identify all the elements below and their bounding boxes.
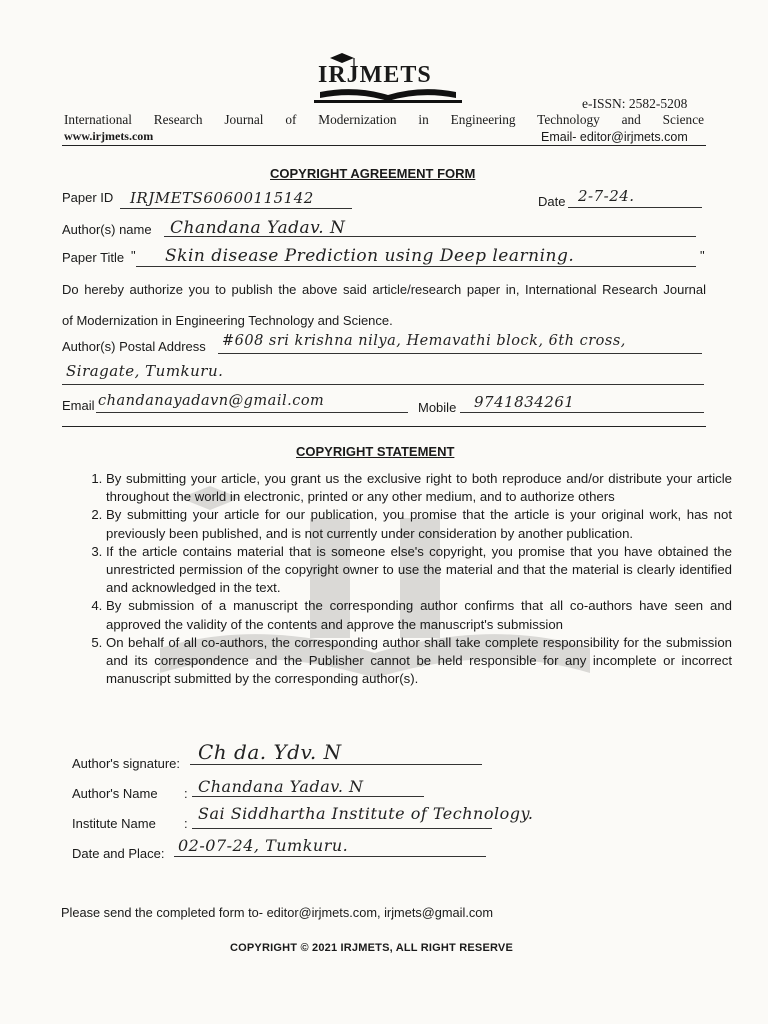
authorize-text-2: of Modernization in Engineering Technology and Science. bbox=[62, 313, 393, 328]
eissn: e-ISSN: 2582-5208 bbox=[582, 96, 688, 111]
statement-list bbox=[82, 470, 732, 688]
postal-address-line-2[interactable]: Siragate, Tumkuru. bbox=[66, 362, 224, 380]
paper-title-value[interactable]: Skin disease Prediction using Deep learning. bbox=[165, 246, 575, 266]
email-value[interactable]: chandanayadavn@gmail.com bbox=[98, 393, 325, 409]
header-divider bbox=[62, 145, 706, 146]
paper-title-underline bbox=[136, 266, 696, 267]
author-name-label: Author(s) name bbox=[62, 222, 152, 237]
institute-underline bbox=[192, 828, 492, 829]
date-underline bbox=[568, 207, 702, 208]
postal-underline-2 bbox=[62, 384, 704, 385]
statement-item-5: 5. On behalf of all co-authors, the corresponding author shall take complete responsibility for the submission and its correspondence and the Publisher cannot be held responsible for any incomplete or incorrect manuscript submitted by the corresponding author(s). bbox=[106, 634, 732, 689]
institute-colon: : bbox=[184, 816, 188, 831]
signature-label: Author's signature: bbox=[72, 756, 180, 771]
website[interactable]: www.irjmets.com bbox=[64, 129, 154, 143]
date-label: Date bbox=[538, 194, 566, 209]
author-name-2-value[interactable]: Chandana Yadav. N bbox=[198, 777, 364, 796]
mobile-underline bbox=[460, 412, 704, 413]
journal-name: International Research Journal of Modernization in Engineering Technology and Science bbox=[64, 112, 704, 127]
date-place-underline bbox=[174, 856, 486, 857]
mobile-label: Mobile bbox=[418, 400, 457, 415]
statement-title: COPYRIGHT STATEMENT bbox=[296, 444, 455, 459]
paper-id-value[interactable]: IRJMETS60600115142 bbox=[130, 189, 314, 207]
statement-item-4: 4. By submission of a manuscript the corresponding author confirms that all co-authors have seen and approved the validity of the contents and approve the manuscript's submission bbox=[106, 597, 732, 633]
statement-item-3: 3. If the article contains material that is someone else's copyright, you promise that you have obtained the unrestricted permission of the copyright owner to use the material and that the material is clearly identified and acknowledged in the text. bbox=[106, 543, 732, 598]
author-name-2-underline bbox=[192, 796, 424, 797]
statement-item-1: 1. By submitting your article, you grant us the exclusive right to both reproduce and/or distribute your article throughout the world in electronic, printed or any other medium, and to authorize others bbox=[106, 470, 732, 506]
paper-title-open-quote: " bbox=[131, 248, 136, 263]
paper-id-label: Paper ID bbox=[62, 190, 114, 205]
paper-title-label: Paper Title bbox=[62, 250, 125, 265]
email-label: Email bbox=[62, 398, 95, 413]
paper-id-underline bbox=[120, 208, 352, 209]
statement-item-2: 2. By submitting your article for our publication, you promise that the article is your original work, has not previously been published, and is not currently under consideration by another publication. bbox=[106, 506, 732, 542]
mobile-value[interactable]: 9741834261 bbox=[474, 393, 575, 411]
author-name-underline bbox=[164, 236, 696, 237]
date-value[interactable]: 2-7-24. bbox=[578, 187, 635, 205]
postal-address-label: Author(s) Postal Address bbox=[62, 339, 206, 354]
email-underline bbox=[96, 412, 408, 413]
postal-address-line-1[interactable]: #608 sri krishna nilya, Hemavathi block, 6th cross, bbox=[222, 333, 626, 349]
form-divider bbox=[62, 426, 706, 427]
logo-text: IRJMETS bbox=[318, 62, 432, 88]
authorize-text-1: Do hereby authorize you to publish the above said article/research paper in, International Research Journal bbox=[62, 282, 706, 297]
header-email[interactable]: Email- editor@irjmets.com bbox=[541, 130, 688, 144]
institute-value[interactable]: Sai Siddhartha Institute of Technology. bbox=[198, 804, 534, 823]
date-place-label: Date and Place: bbox=[72, 846, 165, 861]
date-place-value[interactable]: 02-07-24, Tumkuru. bbox=[178, 836, 349, 855]
author-name-label-2: Author's Name bbox=[72, 786, 158, 801]
signature-underline bbox=[190, 764, 482, 765]
author-name-colon: : bbox=[184, 786, 188, 801]
author-signature[interactable]: Ch da. Ydv. N bbox=[198, 740, 342, 764]
institute-label: Institute Name bbox=[72, 816, 156, 831]
postal-underline-1 bbox=[218, 353, 702, 354]
author-name-value[interactable]: Chandana Yadav. N bbox=[170, 218, 346, 238]
form-title: COPYRIGHT AGREEMENT FORM bbox=[270, 166, 476, 181]
copyright-line: COPYRIGHT © 2021 IRJMETS, ALL RIGHT RESERVE bbox=[230, 942, 514, 954]
send-instructions: Please send the completed form to- editor@irjmets.com, irjmets@gmail.com bbox=[61, 905, 494, 920]
paper-title-close-quote: " bbox=[700, 248, 705, 263]
